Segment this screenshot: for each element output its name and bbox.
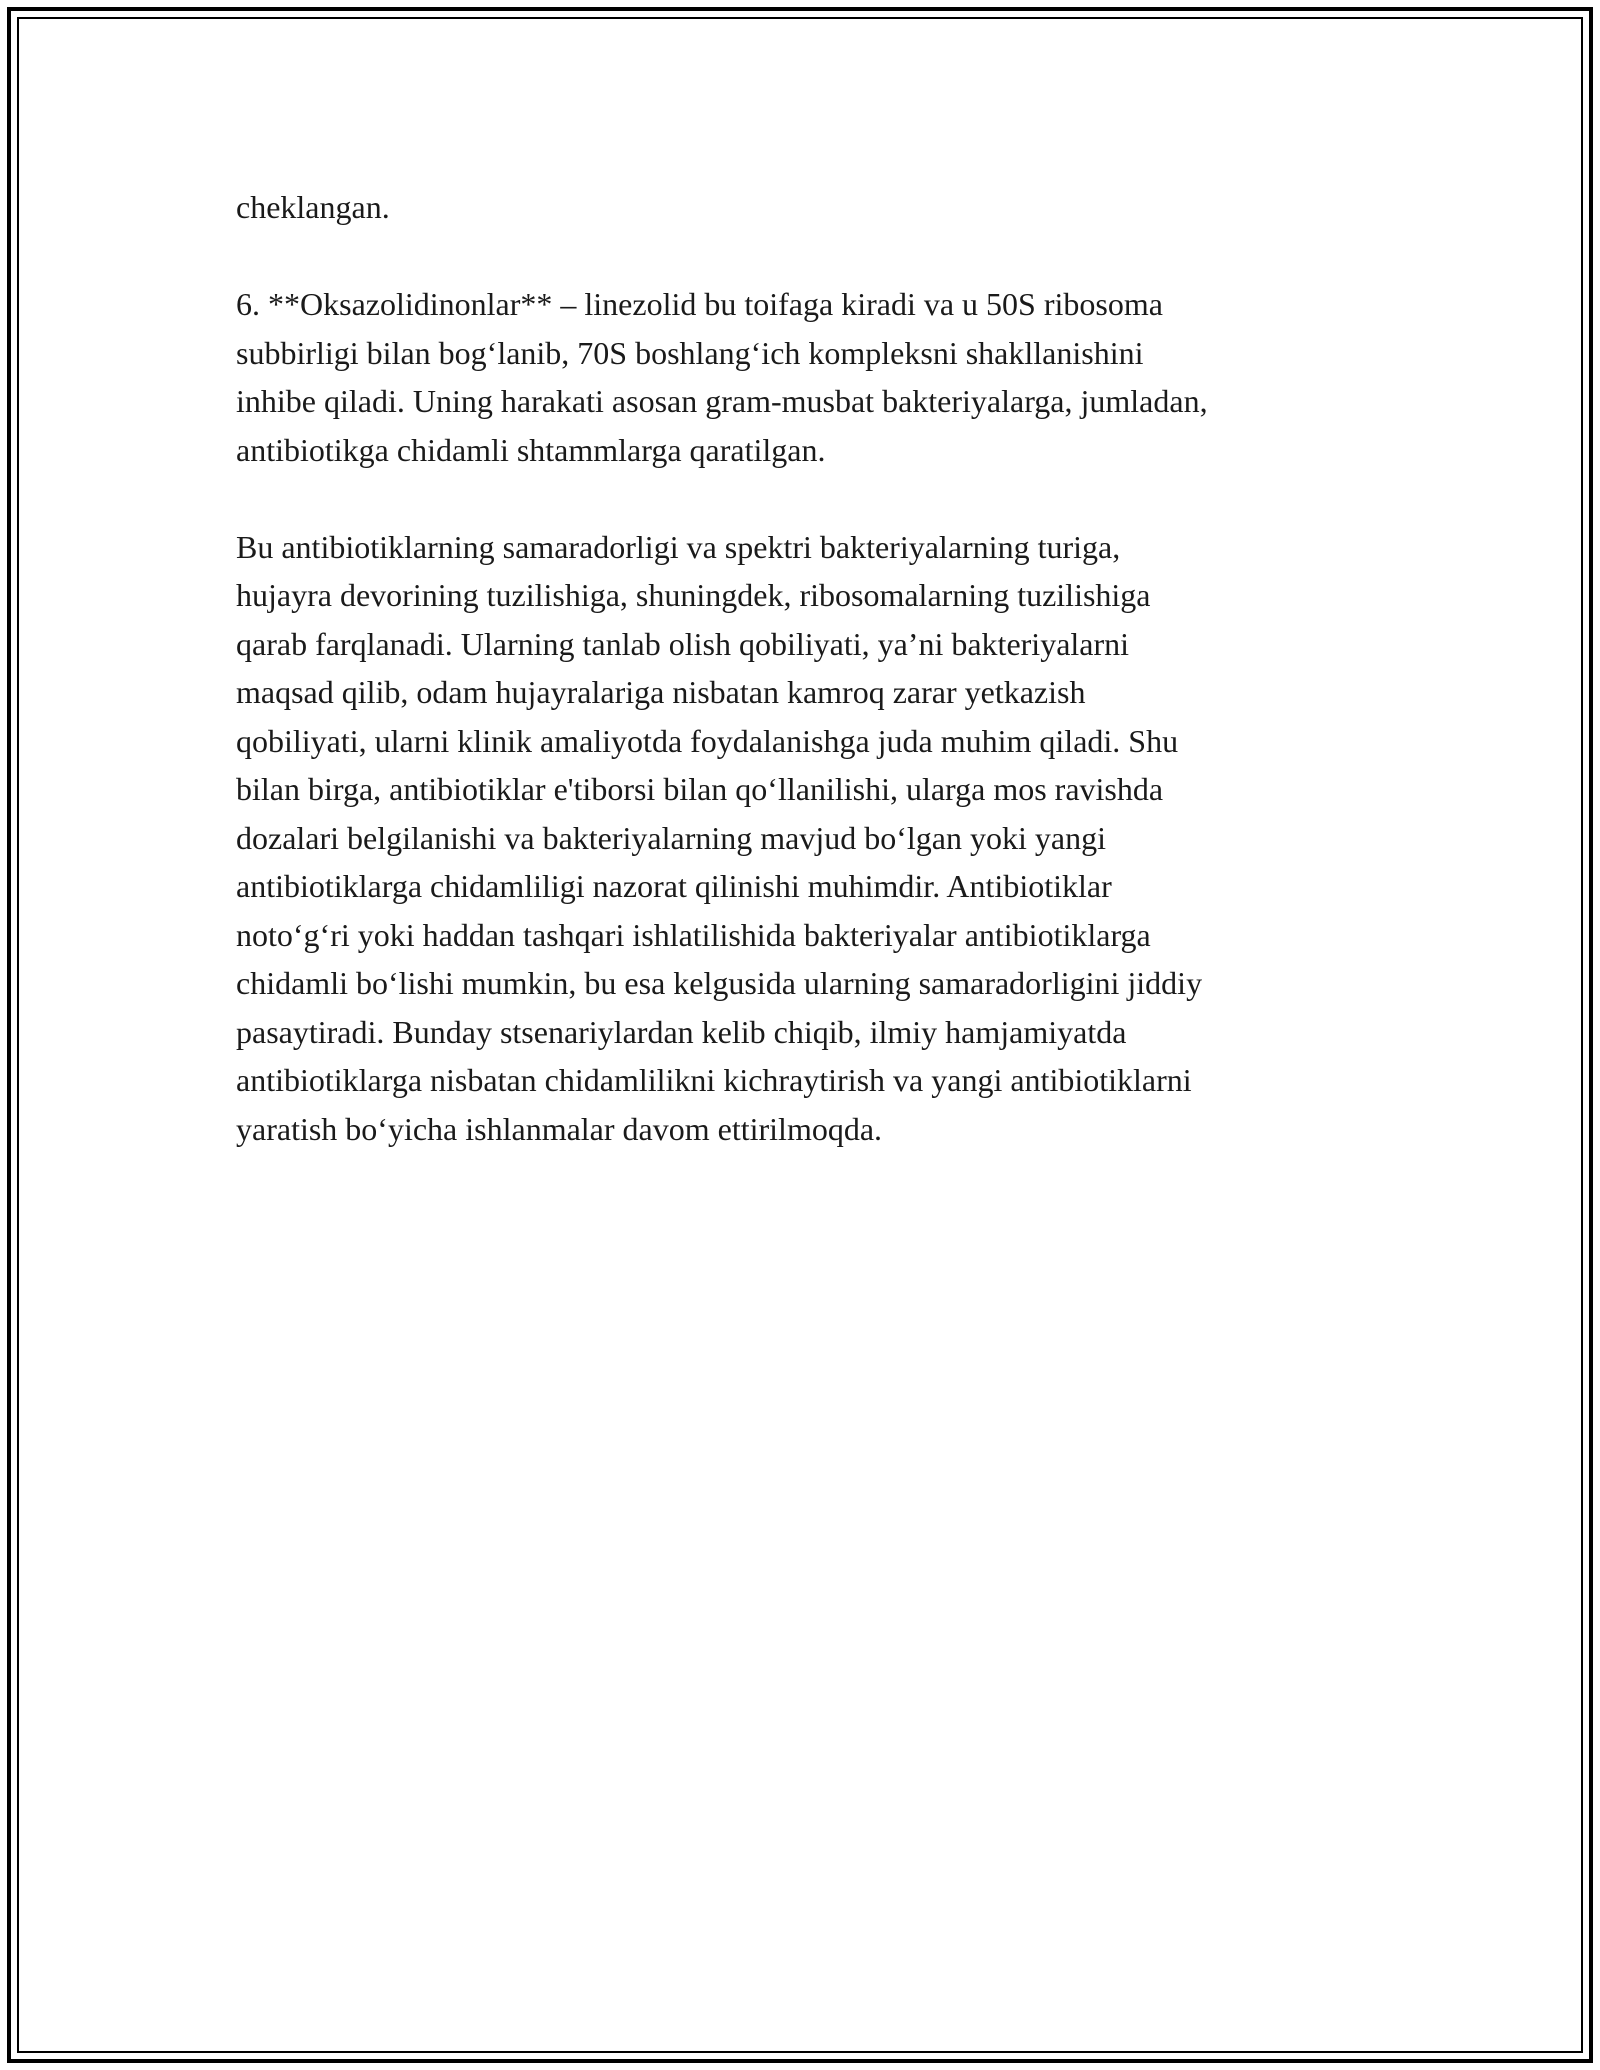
paragraph-oksazolidinonlar: 6. **Oksazolidinonlar** – linezolid bu toifaga kiradi va u 50S ribosoma subbirligi bilan bog‘lanib, 70S boshlang‘ich kompleksni shakllanishini inhibe qiladi. Uning harakati asosan gram-musbat bakteriyalarga, jumladan, antibiotikga chidamli shtammlarga qaratilgan. xyxy=(236,286,1208,468)
paragraph-continuation: cheklangan. xyxy=(236,189,390,225)
document-body xyxy=(236,183,1366,1202)
paragraph-antibiotic-effectiveness: Bu antibiotiklarning samaradorligi va spektri bakteriyalarning turiga, hujayra devorining tuzilishiga, shuningdek, ribosomalarning tuzilishiga qarab farqlanadi. Ularning tanlab olish qobiliyati, ya’ni bakteriyalarni maqsad qilib, odam hujayralariga nisbatan kamroq zarar yetkazish qobiliyati, ularni klinik amaliyotda foydalanishga juda muhim qiladi. Shu bilan birga, antibiotiklar e'tiborsi bilan qo‘llanilishi, ularga mos ravishda dozalari belgilanishi va bakteriyalarning mavjud bo‘lgan yoki yangi antibiotiklarga chidamliligi nazorat qilinishi muhimdir. Antibiotiklar noto‘g‘ri yoki haddan tashqari ishlatilishida bakteriyalar antibiotiklarga chidamli bo‘lishi mumkin, bu esa kelgusida ularning samaradorligini jiddiy pasaytiradi. Bunday stsenariylardan kelib chiqib, ilmiy hamjamiyatda antibiotiklarga nisbatan chidamlilikni kichraytirish va yangi antibiotiklarni yaratish bo‘yicha ishlanmalar davom ettirilmoqda. xyxy=(236,528,1203,1147)
